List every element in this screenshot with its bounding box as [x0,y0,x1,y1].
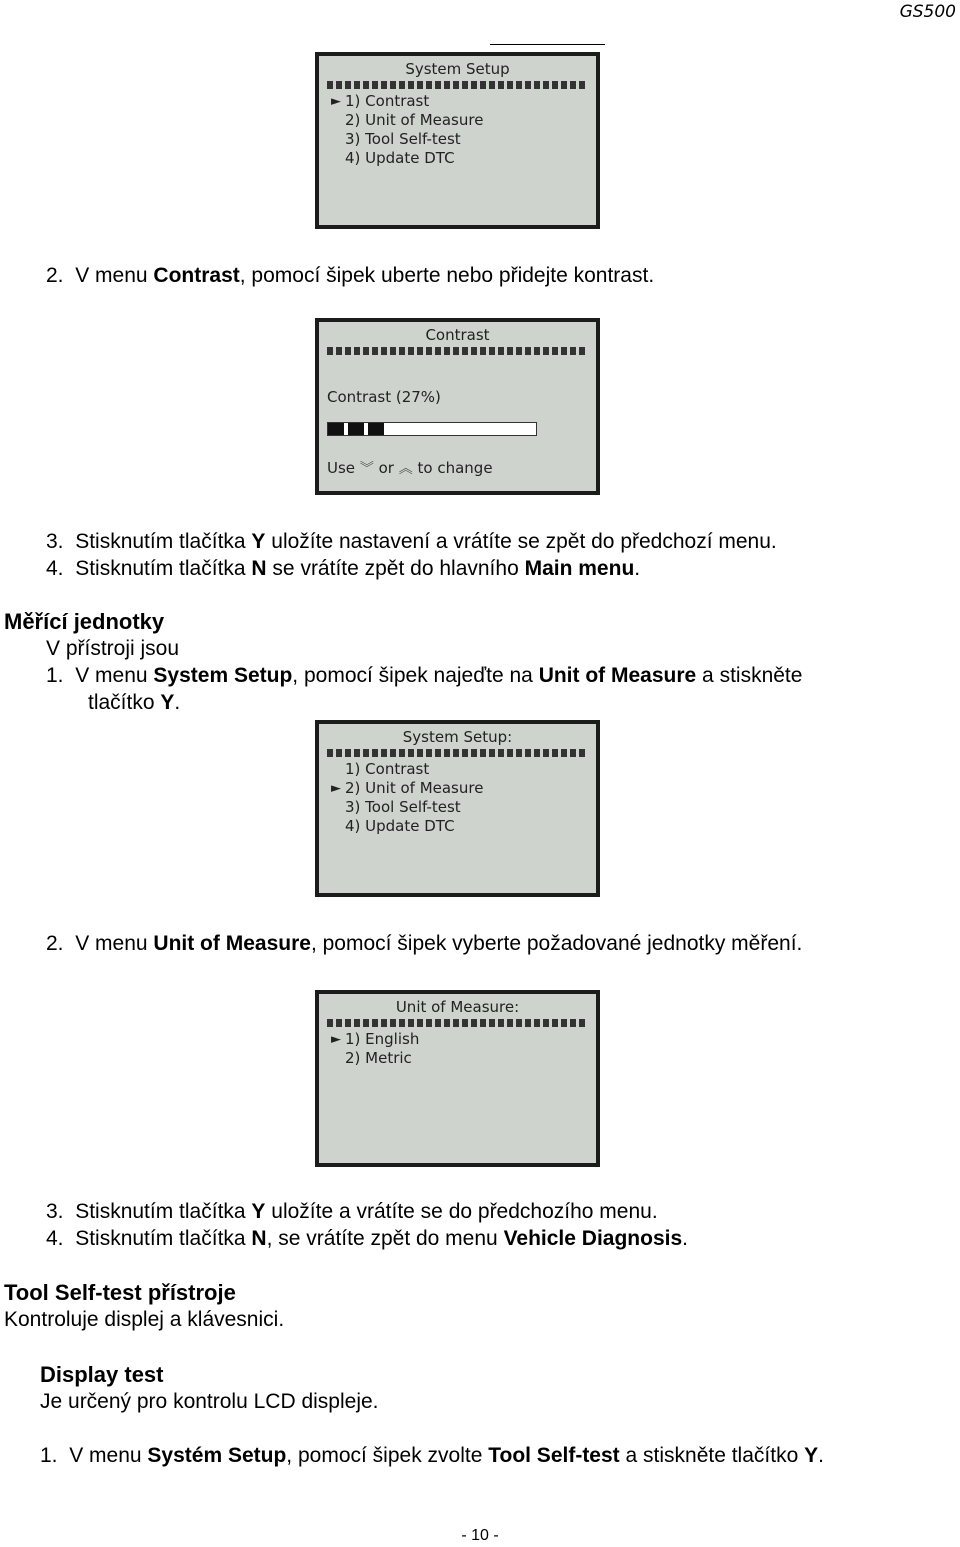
lcd-cursor-icon: ► [331,781,341,796]
lcd-divider [327,81,588,89]
step-save-units: 3. Stisknutím tlačítka Y uložíte a vrátíte se do předchozího menu. [46,1200,658,1223]
lcd-title: Contrast [425,326,490,344]
section-subtext-units: V přístroji jsou [46,637,180,660]
step-return-main: 4. Stisknutím tlačítka N se vrátíte zpět do hlavního Main menu. [46,557,641,580]
section-subtext-display-test: Je určený pro kontrolu LCD displeje. [40,1390,379,1413]
lcd-screen-unit-of-measure [315,990,600,1167]
lcd-screen-system-setup-2 [315,720,600,897]
page-number: - 10 - [461,1527,499,1544]
section-subtext-self-test: Kontroluje displej a klávesnici. [4,1308,285,1331]
lcd-menu-item: 4) Update DTC [345,817,455,835]
lcd-title: System Setup [405,60,510,78]
lcd-cursor-icon: ► [331,94,341,109]
header-rule [490,44,605,45]
lcd-menu-item: 2) Metric [345,1049,412,1067]
section-heading-self-test: Tool Self-test přístroje [4,1280,236,1305]
lcd-title: System Setup: [402,728,513,746]
lcd-menu-item: 3) Tool Self-test [345,798,461,816]
step-return-diagnosis: 4. Stisknutím tlačítka N, se vrátíte zpět do menu Vehicle Diagnosis. [46,1227,688,1250]
lcd-menu-item: 4) Update DTC [345,149,455,167]
chevron-up-icon: ︽ [398,461,413,477]
contrast-bar-segment [368,423,384,435]
lcd-divider [327,749,588,757]
lcd-menu-item: 2) Unit of Measure [345,779,484,797]
step-select-unit: 1. V menu System Setup, pomocí šipek najeďte na Unit of Measure a stiskněte [46,664,803,687]
section-heading-display-test: Display test [40,1362,164,1387]
lcd-menu-item: 1) Contrast [345,92,430,110]
step-select-unit-line2: tlačítko Y. [88,691,181,714]
lcd-screen-contrast [315,318,600,495]
step-save: 3. Stisknutím tlačítka Y uložíte nastavení a vrátíte se zpět do předchozí menu. [46,530,777,553]
chevron-down-icon: ︾ [359,461,374,477]
contrast-label: Contrast (27%) [327,388,441,406]
contrast-bar-segment [348,423,364,435]
lcd-cursor-icon: ► [331,1032,341,1047]
section-heading-units: Měřící jednotky [4,609,165,634]
lcd-divider [327,347,588,355]
lcd-menu-item: 1) English [345,1030,420,1048]
step-choose-units: 2. V menu Unit of Measure, pomocí šipek vyberte požadované jednotky měření. [46,932,803,955]
lcd-divider [327,1019,588,1027]
lcd-title: Unit of Measure: [395,998,520,1016]
contrast-progress-bar [327,422,537,436]
step-contrast: 2. V menu Contrast, pomocí šipek uberte nebo přidejte kontrast. [46,264,655,287]
step-select-self-test: 1. V menu Systém Setup, pomocí šipek zvolte Tool Self-test a stiskněte tlačítko Y. [40,1444,824,1467]
contrast-bar-segment [328,423,344,435]
contrast-hint: Use ︾ or ︽ to change [327,459,493,477]
document-model-header: GS500 [899,2,956,22]
lcd-menu-item: 3) Tool Self-test [345,130,461,148]
lcd-screen-system-setup [315,52,600,229]
lcd-menu-item: 1) Contrast [345,760,430,778]
lcd-menu-item: 2) Unit of Measure [345,111,484,129]
